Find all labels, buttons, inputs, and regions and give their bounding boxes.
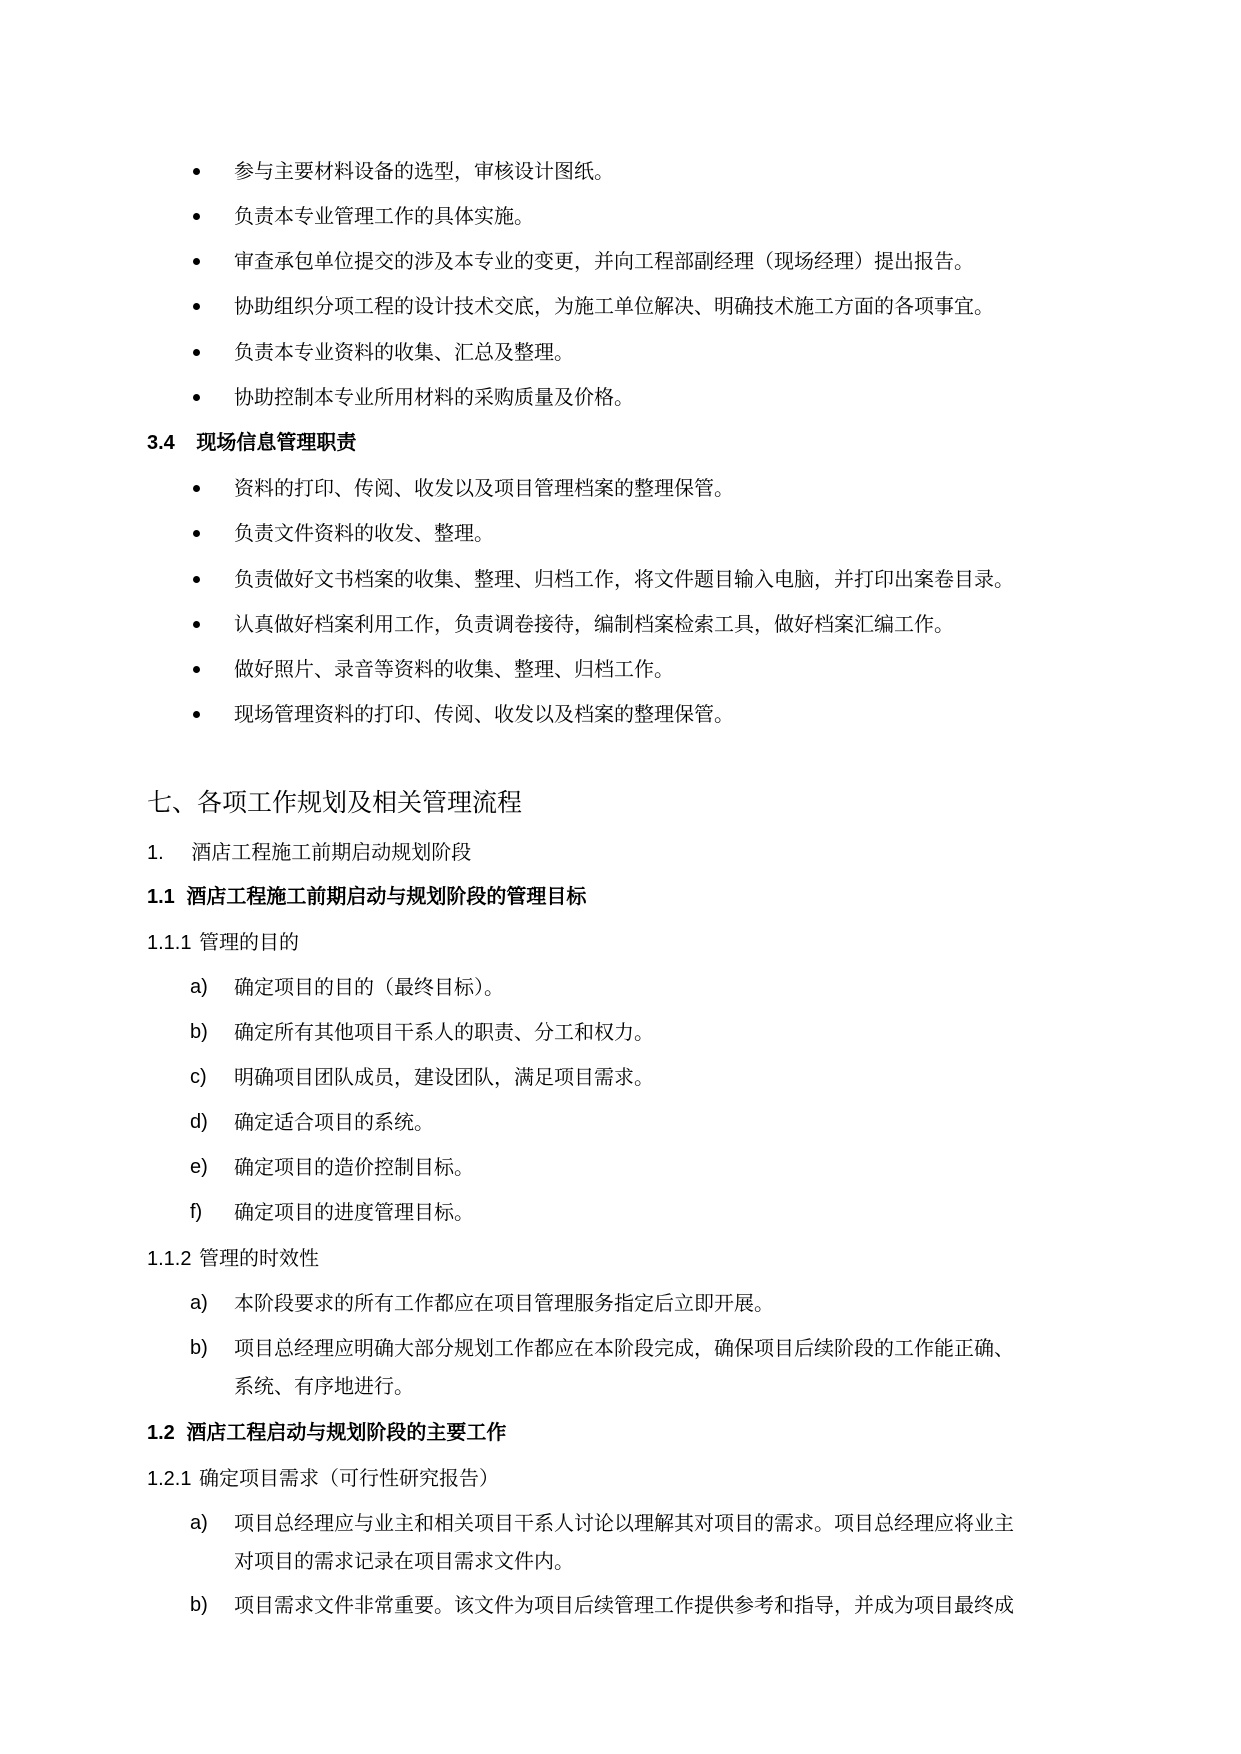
- section-number: 1.1.2: [147, 1248, 192, 1270]
- list-item: 项目总经理应明确大部分规划工作都应在本阶段完成，确保项目后续阶段的工作能正确、: [234, 1336, 1014, 1360]
- list-marker: a): [190, 1512, 208, 1534]
- list-item: 审查承包单位提交的涉及本专业的变更，并向工程部副经理（现场经理）提出报告。: [234, 249, 974, 273]
- list-item: 明确项目团队成员，建设团队，满足项目需求。: [234, 1065, 654, 1089]
- list-item: 确定项目的造价控制目标。: [234, 1155, 474, 1179]
- section-title: 酒店工程施工前期启动与规划阶段的管理目标: [186, 886, 587, 908]
- list-marker: c): [190, 1066, 207, 1088]
- list-item: 协助控制本专业所用材料的采购质量及价格。: [234, 385, 634, 409]
- list-item-continued: 对项目的需求记录在项目需求文件内。: [234, 1549, 574, 1573]
- list-item-continued: 系统、有序地进行。: [234, 1374, 414, 1398]
- section-title: 管理的目的: [199, 930, 300, 954]
- section-heading-1: [147, 840, 471, 865]
- list-item: 负责做好文书档案的收集、整理、归档工作，将文件题目输入电脑，并打印出案卷目录。: [234, 567, 1014, 591]
- list-item: 参与主要材料设备的选型，审核设计图纸。: [234, 159, 614, 183]
- section-title: 酒店工程施工前期启动规划阶段: [191, 840, 472, 864]
- list-marker: b): [190, 1594, 208, 1616]
- list-marker: d): [190, 1111, 208, 1133]
- list-item: 本阶段要求的所有工作都应在项目管理服务指定后立即开展。: [234, 1291, 774, 1315]
- list-item: 认真做好档案利用工作，负责调卷接待，编制档案检索工具，做好档案汇编工作。: [234, 612, 954, 636]
- bullet-icon: [193, 349, 200, 356]
- list-marker: a): [190, 976, 208, 998]
- bullet-icon: [193, 485, 200, 492]
- section-title: 酒店工程启动与规划阶段的主要工作: [186, 1422, 507, 1444]
- bullet-icon: [193, 666, 200, 673]
- list-item: 协助组织分项工程的设计技术交底，为施工单位解决、明确技术施工方面的各项事宜。: [234, 294, 994, 318]
- bullet-icon: [193, 394, 200, 401]
- section-title: 确定项目需求（可行性研究报告）: [199, 1466, 500, 1490]
- list-item: 做好照片、录音等资料的收集、整理、归档工作。: [234, 657, 674, 681]
- section-heading-1-2: [147, 1421, 506, 1445]
- list-item: 确定所有其他项目干系人的职责、分工和权力。: [234, 1020, 654, 1044]
- section-number: 3.4: [147, 432, 175, 454]
- section-heading-1-1-2: [147, 1246, 319, 1271]
- section-number: 1.: [147, 842, 164, 864]
- bullet-icon: [193, 711, 200, 718]
- list-item: 项目需求文件非常重要。该文件为项目后续管理工作提供参考和指导，并成为项目最终成: [234, 1593, 1014, 1617]
- list-marker: b): [190, 1021, 208, 1043]
- list-item: 负责本专业资料的收集、汇总及整理。: [234, 340, 574, 364]
- list-item: 现场管理资料的打印、传阅、收发以及档案的整理保管。: [234, 702, 734, 726]
- bullet-icon: [193, 168, 200, 175]
- bullet-icon: [193, 258, 200, 265]
- list-marker: b): [190, 1337, 208, 1359]
- list-marker: e): [190, 1156, 208, 1178]
- list-item: 项目总经理应与业主和相关项目干系人讨论以理解其对项目的需求。项目总经理应将业主: [234, 1511, 1014, 1535]
- section-number: 1.2: [147, 1422, 175, 1444]
- bullet-icon: [193, 576, 200, 583]
- section-heading-1-2-1: [147, 1466, 499, 1491]
- list-marker: a): [190, 1292, 208, 1314]
- section-heading-3-4: [147, 431, 356, 455]
- list-item: 负责文件资料的收发、整理。: [234, 521, 494, 545]
- section-number: 1.1.1: [147, 932, 192, 954]
- bullet-icon: [193, 213, 200, 220]
- list-item: 确定项目的目的（最终目标）。: [234, 975, 504, 999]
- bullet-icon: [193, 303, 200, 310]
- section-number: 1.2.1: [147, 1468, 192, 1490]
- section-heading-1-1: [147, 885, 586, 909]
- list-item: 确定适合项目的系统。: [234, 1110, 434, 1134]
- section-title: 现场信息管理职责: [196, 432, 357, 454]
- list-item: 资料的打印、传阅、收发以及项目管理档案的整理保管。: [234, 476, 734, 500]
- list-marker: f): [190, 1201, 203, 1223]
- section-title: 管理的时效性: [199, 1246, 320, 1270]
- list-item: 确定项目的进度管理目标。: [234, 1200, 474, 1224]
- section-heading-1-1-1: [147, 930, 299, 955]
- section-number: 1.1: [147, 886, 175, 908]
- chapter-title: 七、各项工作规划及相关管理流程: [147, 789, 523, 817]
- bullet-icon: [193, 621, 200, 628]
- list-item: 负责本专业管理工作的具体实施。: [234, 204, 534, 228]
- bullet-icon: [193, 530, 200, 537]
